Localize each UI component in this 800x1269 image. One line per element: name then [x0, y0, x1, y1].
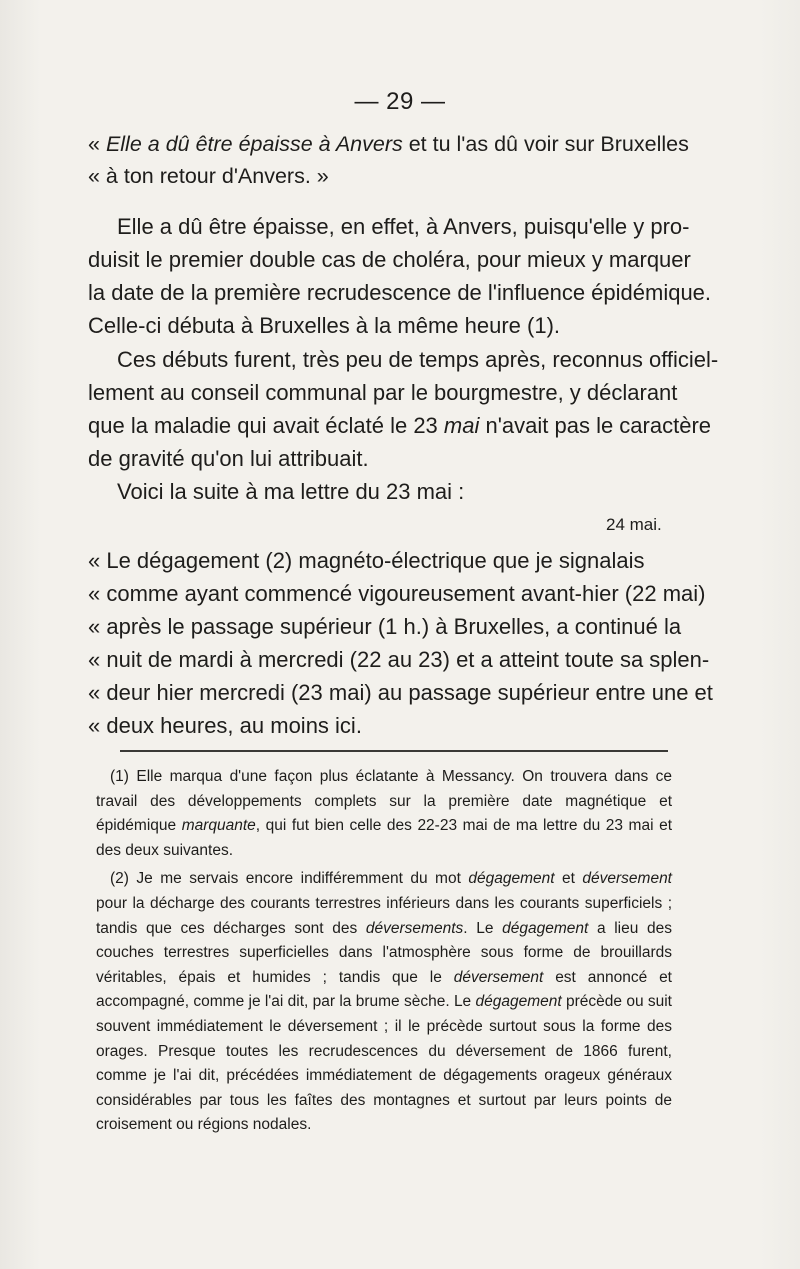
footnote-italic: marquante	[181, 817, 256, 835]
footnote-text: précède ou suit souvent immédiatement le déversement ; il le précède surtout sous la forme des orages. Presque toutes les recrudescences du déversement de 1866 furent, comme je l'ai dit, précédées immédiatement de dégagements orageux généraux considérables par tous les faîtes des montagnes et surtout par leurs points de croisement ou régions nodales.	[96, 993, 672, 1134]
footnote-1	[96, 765, 672, 863]
quote-intro-italic: Elle a dû être épaisse à Anvers	[105, 132, 403, 156]
quote-line: « Le dégagement (2) magnéto-électrique que je signalais	[88, 548, 645, 573]
quote-intro-line-1	[88, 129, 689, 159]
letter-date: 24 mai.	[606, 515, 662, 534]
footnote-text: , qui fut bien celle des 22-23 mai de ma lettre du 23 mai et des deux suivantes.	[96, 817, 672, 859]
body-line: duisit le premier double cas de choléra, pour mieux y marquer	[88, 247, 691, 272]
footnote-italic: dégagement	[468, 870, 555, 888]
footnote-italic: dégagement	[502, 919, 589, 937]
quote-line: « comme ayant commencé vigoureusement avant-hier (22 mai)	[88, 581, 706, 606]
quote-intro-line-2: « à ton retour d'Anvers. »	[88, 164, 329, 188]
footnote-text: . Le	[463, 919, 503, 937]
quote-line: « deur hier mercredi (23 mai) au passage supérieur entre une et	[88, 680, 713, 705]
body-text: que la maladie qui avait éclaté le 23	[88, 413, 444, 438]
footnote-text: et	[554, 870, 583, 888]
footnote-2	[96, 867, 672, 1138]
footnote-italic: déversement	[453, 968, 544, 986]
footnote-text: (2) Je me servais encore indifféremment du mot	[110, 870, 469, 888]
page-number: — 29 —	[354, 88, 446, 115]
footnote-text: a lieu des couches terrestres superficielles dans l'atmosphère sous forme de brouillards véritables, épais et humides ; tandis que le	[96, 919, 672, 986]
footnote-italic: déversement	[582, 870, 672, 888]
footnote-italic: dégagement	[475, 993, 562, 1011]
footnote-divider	[120, 750, 668, 752]
body-line: Celle-ci débuta à Bruxelles à la même heure (1).	[88, 313, 561, 338]
footnote-italic: déversements	[365, 919, 464, 937]
quote-intro-rest: et tu l'as dû voir sur Bruxelles	[402, 132, 689, 156]
footnotes	[96, 765, 672, 1138]
body-line: Ces débuts furent, très peu de temps après, reconnus officiel-	[117, 347, 719, 372]
body-line: Voici la suite à ma lettre du 23 mai :	[117, 479, 465, 504]
body-line: de gravité qu'on lui attribuait.	[88, 446, 369, 471]
quote-mark: «	[88, 132, 106, 156]
body-text: n'avait pas le caractère	[479, 413, 712, 438]
body-line: la date de la première recrudescence de l'influence épidémique.	[88, 280, 712, 305]
footnote-text: (1) Elle marqua d'une façon plus éclatante à Messancy. On trouvera dans ce travail des développements complets sur la première date magnétique et épidémique	[96, 768, 672, 835]
body-line: Elle a dû être épaisse, en effet, à Anvers, puisqu'elle y pro-	[117, 214, 690, 239]
body-italic: mai	[443, 413, 480, 438]
body-line: lement au conseil communal par le bourgmestre, y déclarant	[88, 380, 678, 405]
footnote-text: pour la décharge des courants terrestres inférieurs dans les courants superficiels ; tandis que ces décharges sont des	[96, 894, 672, 937]
quote-line: « nuit de mardi à mercredi (22 au 23) et a atteint toute sa splen-	[88, 647, 710, 672]
quote-line: « après le passage supérieur (1 h.) à Bruxelles, a continué la	[88, 614, 682, 639]
body-line	[88, 411, 711, 441]
quote-line: « deux heures, au moins ici.	[88, 713, 362, 738]
footnote-text: est annoncé et accompagné, comme je l'ai dit, par la brume sèche. Le	[96, 968, 672, 1011]
